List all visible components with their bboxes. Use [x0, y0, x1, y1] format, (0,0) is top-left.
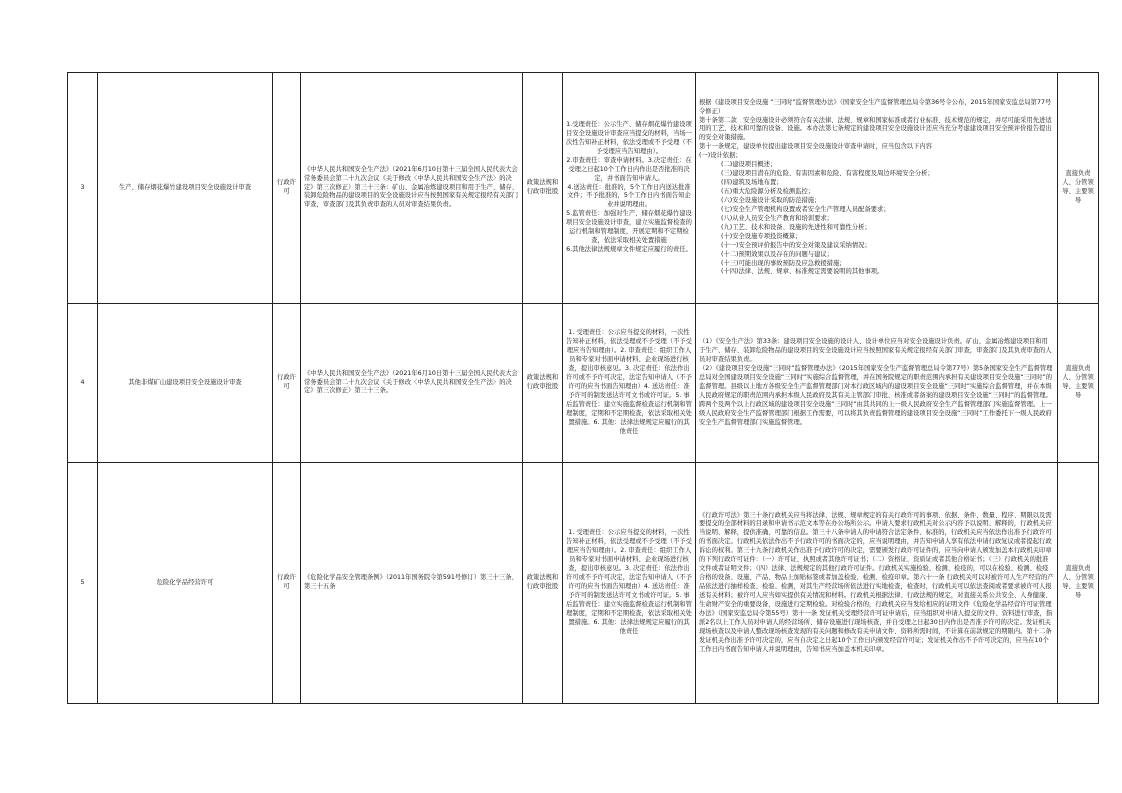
- row-number: 5: [68, 463, 98, 704]
- accountable-persons: 直接负责人、分管领导、主要领导: [1058, 73, 1099, 304]
- row-number: 3: [68, 73, 98, 304]
- legal-basis: 《中华人民共和国安全生产法》（2021年6月10日第十三届全国人民代表大会常务委员会第二十九次会议《关于修改〈中华人民共和国安全生产法〉的决定》第三次修正）第三十三条。: [301, 304, 523, 463]
- legal-basis: 《中华人民共和国安全生产法》（2021年6月10日第十三届全国人民代表大会常务委员会第二十九次会议《关于修改〈中华人民共和国安全生产法〉的决定》第三次修正）第三十三条：矿山、金属冶炼建设项目和用于生产、储存、装卸危险物品的建设项目的安全设施设计应当按照国家有关规定报经有关部门审查，审查部门及其负责审查的人员对审查结果负责。: [301, 73, 523, 304]
- detail-intro: 根据《建设项目安全设施 “三同时”监督管理办法》（国家安全生产监督管理总局令第36号令公布，2015年国家安监总局第77号令修正） 第十条第二款 安全设施设计必须符合有关法律、法规、规章和国家标准或者行业标准、技术规范的规定，并尽可能采用先进适用的工艺、技术和可靠的设备、设施。本办法第七条规定的建设项目安全设施设计还应当充分考虑建设项目安全预评价报告提出的安全对策措施。 第十一条规定，建设单位提出建设项目安全设施设计审查申请时，应当包含以下内容 (一)设计依据；: [699, 98, 1052, 160]
- responsibility-items: 1. 受理责任：公示应当提交的材料，一次性告知补正材料，依法受理或不予受理（不予受理应当告知理由）。2. 审查责任：组织工作人员和专家对书面申请材料、企业现场进行核查，提出审核意见。3. 决定责任：依法作出许可或不予许可决定，法定告知申请人（不予许可的应当书面告知理由）4. 送达责任：准予许可的制发送达许可文书或许可证。5. 事后监管责任：建立实施监督检查运行机制和管理制度，定期和不定期检查，依法采取相关处置措施。6. 其他：法律法规规定应履行的其他责任: [563, 304, 696, 463]
- detail-item: (六)安全设施设计采取的防范措施；: [721, 196, 821, 204]
- table-row: [68, 463, 1099, 704]
- detail-item: (九)工艺、技术和设备、设施的先进性和可靠性分析；: [721, 223, 871, 231]
- detail-item: (八)从业人员安全生产教育和培训要求；: [721, 214, 833, 222]
- row-number: 4: [68, 304, 98, 463]
- detail-item: (十一)安全预评价报告中的安全对策及建议采纳情况；: [721, 241, 871, 249]
- detail-item: (四)建筑及场地布置；: [721, 179, 783, 187]
- responsible-department: 政策法规和行政审批股: [523, 463, 563, 704]
- detail-item: (十)安全设施专项投资概算；: [721, 232, 802, 240]
- detail-item: (七)安全生产管理机构设置或者安全生产管理人员配备要求；: [721, 205, 890, 213]
- detail-item: (十二)预期效果以及存在的问题与建议；: [721, 250, 833, 258]
- item-name: 生产、储存烟花爆竹建设项目安全设施设计审查: [98, 73, 273, 304]
- item-name: 其他非煤矿山建设项目安全设施设计审查: [98, 304, 273, 463]
- detail-basis: （1）《安全生产法》第33条：建设项目安全设施的设计人、设计单位应当对安全设施设计负责。矿山、金属冶炼建设项目和用于生产、储存、装卸危险物品的建设项目的安全设施设计应当按照国家有关规定报经有关部门审查，审查部门及其负责审查的人员对审查结果负责。 （2）《建设项目安全设施“三同时”监督管理办法》（2015年国家安全生产监督管理总局令第77号）第5条国家安全生产监督管理总局对全国建设项目安全设施“三同时”实施综合监督管理，并在国务院规定的职责范围内承担有关建设项目安全设施“三同时”的监督管理。县级以上地方各级安全生产监督管理部门对本行政区域内的建设项目安全设施“三同时”实施综合监督管理，并在本级人民政府规定的职责范围内承担本级人民政府及其有关主管部门审批、核准或者备案的建设项目安全设施“三同时”的监督管理。跨两个及两个以上行政区域的建设项目安全设施“三同时”由其共同的上一级人民政府安全生产监督管理部门实施监督管理。上一级人民政府安全生产监督管理部门根据工作需要，可以将其负责监督管理的建设项目安全设施“三同时”工作委托下一级人民政府安全生产监督管理部门实施监督管理。: [696, 304, 1058, 463]
- item-type: 行政许可: [273, 73, 301, 304]
- detail-item: (十四)法律、法规、规章、标准规定需要说明的其他事项。: [721, 268, 884, 276]
- accountable-persons: 直接负责人、分管领导、主要领导: [1058, 463, 1099, 704]
- item-type: 行政许可: [273, 463, 301, 704]
- detail-item: (十三)可能出现的事故预防及应急救援措施；: [721, 259, 846, 267]
- detail-basis: 《行政许可法》第三十条行政机关应当将法律、法规、规章规定的有关行政许可的事项、依据、条件、数量、程序、期限以及需要提交的全部材料的目录和申请书示范文本等在办公场所公示。申请人要求行政机关对公示内容予以说明、解释的，行政机关应当说明、解释，提供准确、可靠的信息。第三十八条申请人的申请符合法定条件、标准的，行政机关应当依法作出准予行政许可的书面决定。行政机关依法作出不予行政许可的书面决定的，应当说明理由，并告知申请人享有依法申请行政复议或者提起行政诉讼的权利。第三十九条行政机关作出准予行政许可的决定，需要颁发行政许可证件的，应当向申请人颁发加盖本行政机关印章的下列行政许可证件：（一）许可证、执照或者其他许可证书；（二）资格证、资质证或者其他合格证书；（三）行政机关的批准文件或者证明文件；（四）法律、法规规定的其他行政许可证件。行政机关实施检验、检测、检疫的，可以在检验、检测、检疫合格的设备、设施、产品、物品上加贴标签或者加盖检验、检测、检疫印章。第六十一条 行政机关可以对被许可人生产经营的产品依法进行抽样检查、检验、检测，对其生产经营场所依法进行实地检查，检查时，行政机关可以依法查阅或者要求被许可人报送有关材料；被许可人应当如实提供有关情况和材料。行政机关根据法律、行政法规的规定，对直接关系公共安全、人身健康、生命财产安全的重要设备、设施进行定期检验。对检验合格的，行政机关应当发给相应的证明文件《危险化学品经营许可证管理办法》（国家安监总局令第55号）第十一条 发证机关受理经营许可证申请后，应当组织对申请人提交的文件、资料进行审查，指派2名以上工作人员对申请人的经营场所、储存设施进行现场核查，并自受理之日起30日内作出是否准予许可的决定。发证机关现场核查以及申请人整改现场核查发现的有关问题和修改有关申请文件、资料所需时间，不计算在前款规定的期限内。第十二条 发证机关作出准予许可决定的，应当自决定之日起10个工作日内颁发经营许可证；发证机关作出不予许可决定的，应当在10个工作日内书面告知申请人并说明理由，告知书应当加盖本机关印章。: [696, 463, 1058, 704]
- table-row: [68, 304, 1099, 463]
- responsibility-items: 1.受理责任：公示生产、储存烟花爆竹建设项目安全设施设计审查应当提交的材料，当场一次性告知补正材料，依法受理或不予受理（不予受理应当告知理由）。 2.审查责任：审查申请材料。3.决定责任：在受理之日起10个工作日内作出是否批准的决定，并书面告知申请人。 4.送达责任：批准的，5个工作日内送达批准文件；不予批准的，5个工作日内书面告知企业并说明理由。 5.监管责任：加强对生产、储存烟花爆竹建设项目安全设施设计审查，建立实施监督检查的运行机制和管理制度，开展定期和不定期检查，依法采取相关处置措施 6.其他法律法规规章文件规定应履行的责任。: [563, 73, 696, 304]
- responsibility-items: 1. 受理责任：公示应当提交的材料，一次性告知补正材料，依法受理或不予受理（不予受理应当告知理由）。2. 审查责任：组织工作人员和专家对书面申请材料、企业现场进行核查，提出审核意见。3. 决定责任：依法作出许可或不予许可决定，法定告知申请人（不予许可的应当书面告知理由）4. 送达责任：准予许可的制发送达许可文书或许可证。5. 事后监管责任：建立实施监督检查运行机制和管理制度，定期和不定期检查，依法采取相关处置措施。6. 其他：法律法规规定应履行的其他责任: [563, 463, 696, 704]
- detail-item: (二)建设项目概述；: [721, 161, 777, 169]
- table-row: [68, 73, 1099, 304]
- responsible-department: 政策法规和行政审批股: [523, 304, 563, 463]
- detail-item: (三)建设项目潜在的危险、有害因素和危险、有害程度及周边环境安全分析；: [721, 170, 934, 178]
- detail-basis: [696, 73, 1058, 304]
- accountable-persons: 直接负责人、分管领导、主要领导: [1058, 304, 1099, 463]
- item-name: 危险化学品经营许可: [98, 463, 273, 704]
- responsible-department: 政策法规和行政审批股: [523, 73, 563, 304]
- detail-item: (五)重大危险源分析及检测监控；: [721, 188, 815, 195]
- responsibility-table: [67, 72, 1099, 704]
- item-type: 行政许可: [273, 304, 301, 463]
- legal-basis: 《危险化学品安全管理条例》（2011年国务院令第591号修订）第三十三条、第三十五条: [301, 463, 523, 704]
